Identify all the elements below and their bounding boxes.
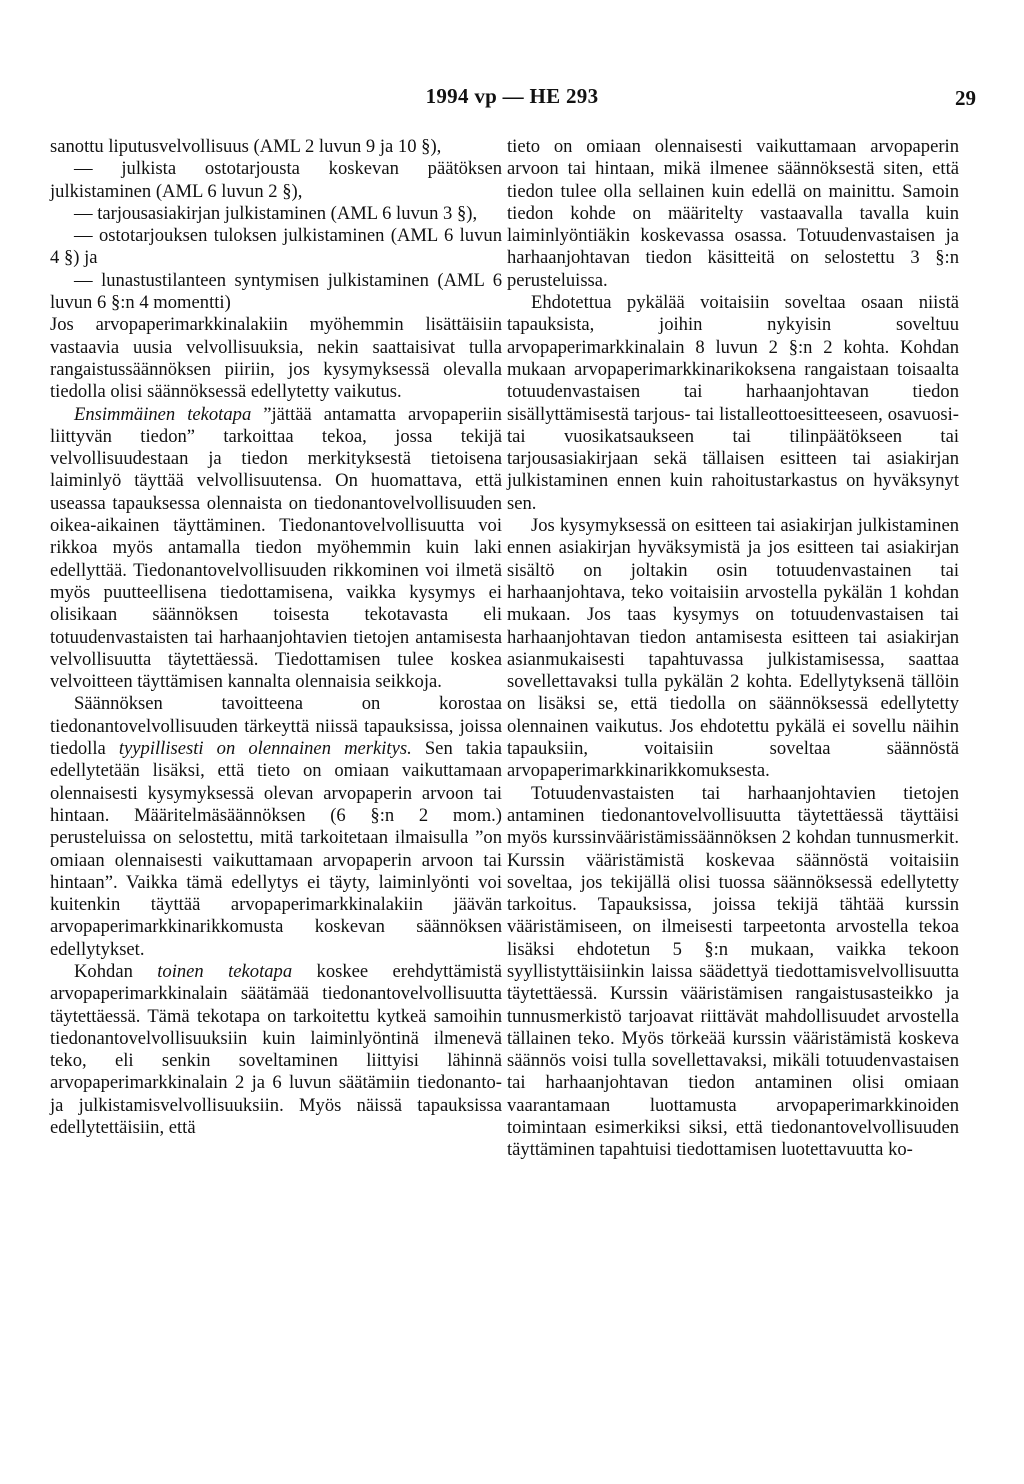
paragraph (50, 404, 502, 694)
page-header (0, 84, 1024, 114)
paragraph: tieto on omiaan olennaisesti vaikuttamaan arvopaperin arvoon tai hintaan, mikä ilmenee säännöksestä siten, että tiedon tulee olla sellainen kuin edellä on mainittu. Samoin tiedon kohde on määritelty vastaavalla tavalla kuin laiminlyöntiäkin koskevassa osassa. Totuudenvastaisen ja harhaanjohtavan tiedon käsitteitä on selostettu 3 §:n perusteluissa. (507, 136, 959, 291)
list-item: — ostotarjouksen tuloksen julkistaminen (AML 6 luvun 4 §) ja (50, 225, 502, 269)
paragraph: sanottu liputusvelvollisuus (AML 2 luvun 9 ja 10 §), (50, 136, 442, 157)
list-item: — tarjousasiakirjan julkistaminen (AML 6 luvun 3 §), (74, 202, 478, 224)
right-column (507, 136, 959, 1162)
emphasis: tyypillisesti on olennainen merkitys. (118, 738, 412, 760)
paragraph (50, 693, 502, 961)
paragraph: Totuudenvastaisten tai harhaanjohtavien tietojen antaminen tiedonantovelvollisuutta täytettäessä täyttäisi myös kurssinvääristämissäännöksen 2 kohdan tunnusmerkit. Kurssin vääristämistä koskevaa säännöstä voitaisiin soveltaa, jos tekijällä olisi tuossa säännöksessä edellytetty tarkoitus. Tapauksissa, joissa tekijä tähtää kurssin vääristämiseen, on ilmeisesti tarpeetonta arvostella tekoa lisäksi ehdotetun 5 §:n mukaan, vaikka tekoon syyllistyttäisiinkin laissa säädettyä tiedottamisvelvollisuutta täytettäessä. Kurssin vääristämisen rangaistusasteikko ja tunnusmerkistö tarjoavat riittävät mahdollisuudet arvostella tällainen teko. Myös törkeää kurssin vääristämistä koskeva säännös voisi tulla sovellettavaksi, mikäli totuudenvastaisen tai harhaanjohtavan tiedon antaminen olisi omiaan vaarantamaan luottamusta arvopaperimarkkinoiden toimintaan esimerkiksi siksi, että tiedonantovelvollisuuden täyttäminen tapahtuisi tiedottamisen luotettavuutta ko- (507, 782, 959, 1161)
paragraph-text: koskee erehdyttämistä arvopaperimarkkinalain säätämää tiedonantovelvollisuutta täytettäessä. Tämä tekotapa on tarkoitettu kytkeä samoihin tiedonantovelvollisuuksiin kuin laiminlyöntinä ilmenevä teko, eli senkin soveltaminen liittyisi lähinnä arvopaperimarkkinalain 2 ja 6 luvun säätämiin tiedonanto- ja julkistamisvelvollisuuksiin. Myös näissä tapauksissa edellytettäisiin, että (50, 960, 502, 1139)
paragraph-text: Säännöksen tavoitteena on korostaa tiedonantovelvollisuuden tärkeyttä niissä tapauksissa, joissa tiedolla (50, 693, 502, 760)
paragraph: Jos arvopaperimarkkinalakiin myöhemmin lisättäisiin vastaavia uusia velvollisuuksia, nekin saattaisivat tulla rangaistussäännöksen piiriin, jos kysymyksessä olevalla tiedolla olisi säännöksessä edellytetty vaikutus. (50, 314, 502, 403)
paragraph: Ehdotettua pykälää voitaisiin soveltaa osaan niistä tapauksista, joihin nykyisin soveltuu arvopaperimarkkinalain 8 luvun 2 §:n 2 kohta. Kohdan mukaan arvopaperimarkkinarikoksena rangaistaan toisaalta totuudenvastaisen tai harhaanjohtavan tiedon sisällyttämisestä tarjous- tai listalleottoesitteeseen, osavuosi- tai vuosikatsaukseen tai tilinpäätökseen tai tarjousasiakirjaan sekä tällaisen esitteen tai asiakirjan julkistaminen ennen kuin rahoitustarkastus on hyväksynyt sen. (507, 292, 959, 514)
list-item: — julkista ostotarjousta koskevan päätöksen julkistaminen (AML 6 luvun 2 §), (50, 158, 502, 202)
left-column (50, 136, 502, 1139)
paragraph (50, 961, 502, 1139)
paragraph-text: Sen takia edellytetään lisäksi, että tieto on omiaan vaikuttamaan olennaisesti kysymyksessä olevan arvopaperin arvoon tai hintaan. Määritelmäsäännöksen (6 §:n 2 mom.) perusteluissa on selostettu, mitä tarkoitetaan ilmaisulla ”on omiaan olennaisesti vaikuttamaan arvopaperin arvoon tai hintaan”. Vaikka tämä edellytys ei täyty, laiminlyönti voi kuitenkin täyttää arvopaperimarkkinalakiin jäävän arvopaperimarkkinarikkomusta koskevan säännöksen edellytykset. (50, 738, 502, 960)
paragraph: Jos kysymyksessä on esitteen tai asiakirjan julkistaminen ennen asiakirjan hyväksymistä ja jos esitteen tai asiakirjan sisältö on joltakin osin totuudenvastainen tai harhaanjohtava, teko voitaisiin arvostella pykälän 1 kohdan mukaan. Jos taas kysymys on totuudenvastaisen tai harhaanjohtavan tiedon antamisesta esitteen tai asiakirjan asianmukaisesti tapahtuvassa julkistamisessa, saattaa sovellettavaksi tulla pykälän 2 kohta. Edellytyksenä tällöin on lisäksi se, että tiedolla on säännöksessä edellytetty olennainen vaikutus. Jos ehdotettu pykälä ei sovellu näihin tapauksiin, voitaisiin soveltaa säännöstä arvopaperimarkkinarikkomuksesta. (507, 515, 959, 782)
running-head: 1994 vp — HE 293 (425, 84, 599, 108)
paragraph-text: ”jättää antamatta arvopaperiin liittyvän tiedon” tarkoittaa tekoa, jossa tekijä velvollisuudestaan ja tiedon merkityksestä tietoisena laiminlyö täyttää velvollisuutensa. On huomattava, että useassa tapauksessa olennaista on tiedonantovelvollisuuden oikea-aikainen täyttäminen. Tiedonantovelvollisuutta voi rikkoa myös antamalla tiedon myöhemmin kuin laki edellyttää. Tiedonantovelvollisuuden rikkominen voi ilmetä myös puutteellisena tiedottamisena, vaikka kysymys ei olisikaan säännöksen toisesta tekotavasta eli totuudenvastaisten tai harhaanjohtavien tietojen antamisesta velvollisuutta täytettäessä. Tiedottamisen tulee koskea velvoitteen täyttämisen kannalta olennaisia seikkoja. (50, 403, 502, 693)
emphasis: Ensimmäinen tekotapa (74, 403, 252, 425)
page-number: 29 (955, 86, 976, 110)
list-item: — lunastustilanteen syntymisen julkistaminen (AML 6 luvun 6 §:n 4 momentti) (50, 269, 502, 314)
paragraph-text: Kohdan (74, 960, 133, 982)
emphasis: toinen tekotapa (157, 960, 293, 982)
